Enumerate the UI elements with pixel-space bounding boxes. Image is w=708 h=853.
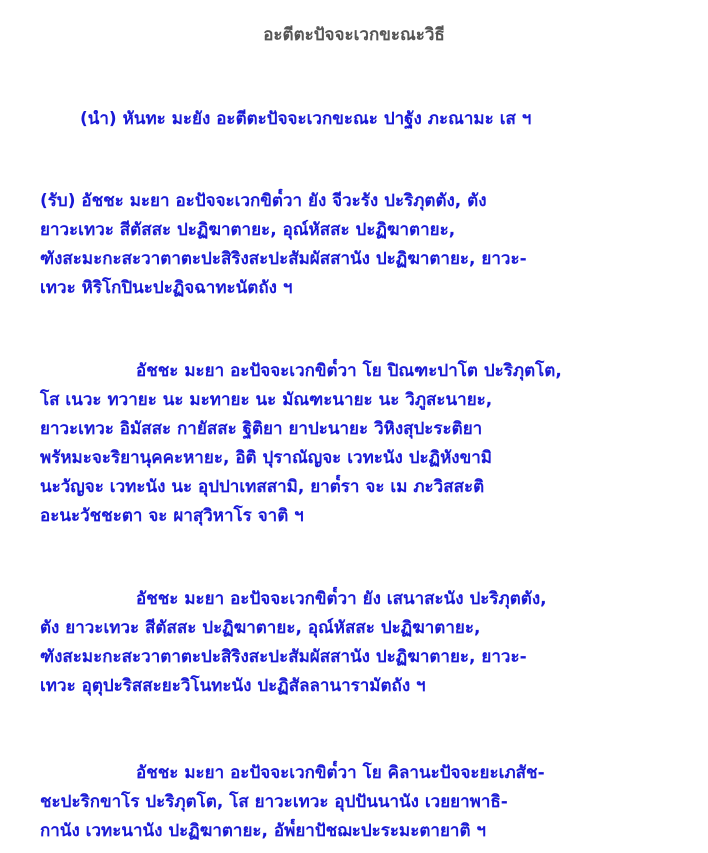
text-line: โส เนวะ ทวายะ นะ มะทายะ นะ มัณฑะนายะ นะ วิภูสะนายะ, <box>40 390 493 410</box>
text-line: พรัหมะจะริยานุคคะหายะ, อิติ ปุราณัญจะ เวทะนัง ปะฏิหังขามิ <box>40 448 492 468</box>
text-line: อะนะวัชชะตา จะ ผาสุวิหาโร จาติ ฯ <box>40 506 304 526</box>
text-line: ฑังสะมะกะสะวาตาตะปะสิริงสะปะสัมผัสสานัง ปะฏิฆาตายะ, ยาวะ- <box>40 249 527 269</box>
text-line: นะวัญจะ เวทะนัง นะ อุปปาเทสสามิ, ยาต๎รา จะ เม ภะวิสสะติ <box>40 477 485 497</box>
text-line: ตัง ยาวะเทวะ สีตัสสะ ปะฏิฆาตายะ, อุณ์หัสสะ ปะฏิฆาตายะ, <box>40 618 481 638</box>
text-line: อัชชะ มะยา อะปัจจะเวกขิต๎วา โย ปิณฑะปาโต ปะริภุตโต, <box>136 361 562 381</box>
page-title: อะตีตะปัจจะเวกขะณะวิธี <box>263 25 445 45</box>
text-line: เทวะ หิริโกปินะปะฏิจฉาทะนัตถัง ฯ <box>40 278 293 298</box>
robe-reflection-paragraph <box>40 187 527 303</box>
medicine-reflection-paragraph <box>40 759 545 846</box>
lodging-reflection-paragraph <box>40 585 547 701</box>
text-line: (รับ) อัชชะ มะยา อะปัจจะเวกขิต๎วา ยัง จีวะรัง ปะริภุตตัง, ตัง <box>40 191 487 211</box>
almsfood-reflection-paragraph <box>40 357 562 531</box>
text-line: ฑังสะมะกะสะวาตาตะปะสิริงสะปะสัมผัสสานัง ปะฏิฆาตายะ, ยาวะ- <box>40 647 527 667</box>
text-line: ชะปะริกขาโร ปะริภุตโต, โส ยาวะเทวะ อุปปันนานัง เวยยาพาธิ- <box>40 792 508 812</box>
text-line: (นำ) หันทะ มะยัง อะตีตะปัจจะเวกขะณะ ปาฐัง ภะณามะ เส ฯ <box>80 109 532 129</box>
text-line: ยาวะเทวะ สีตัสสะ ปะฏิฆาตายะ, อุณ์หัสสะ ปะฏิฆาตายะ, <box>40 220 456 240</box>
text-line: อัชชะ มะยา อะปัจจะเวกขิต๎วา โย คิลานะปัจจะยะเภสัช- <box>136 763 545 783</box>
text-line: เทวะ อุตุปะริสสะยะวิโนทะนัง ปะฏิสัลลานารามัตถัง ฯ <box>40 676 426 696</box>
text-line: กานัง เวทะนานัง ปะฏิฆาตายะ, อัพ๎ยาปัชฌะปะระมะตายาติ ฯ <box>40 821 486 841</box>
chant-lead-paragraph <box>80 105 531 134</box>
text-line: อัชชะ มะยา อะปัจจะเวกขิต๎วา ยัง เสนาสะนัง ปะริภุตตัง, <box>136 589 547 609</box>
text-line: ยาวะเทวะ อิมัสสะ กายัสสะ ฐิติยา ยาปะนายะ วิหิงสุปะระติยา <box>40 419 483 439</box>
